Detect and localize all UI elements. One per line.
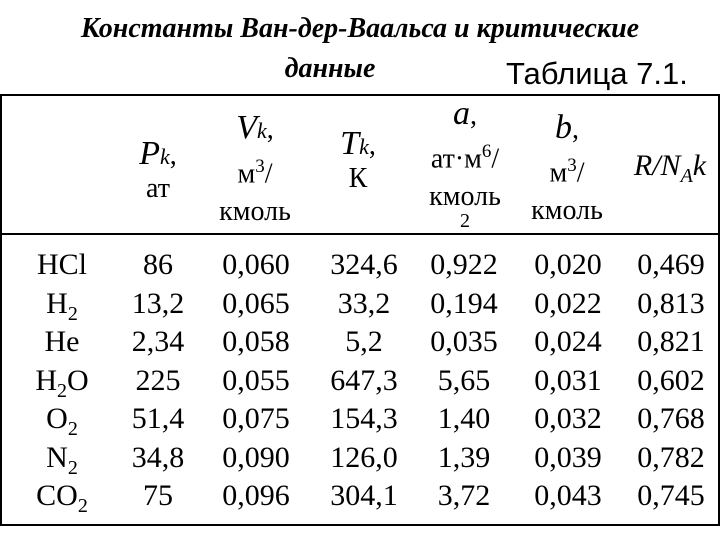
header-temperature-unit: К <box>348 163 368 194</box>
table-border-bottom <box>0 524 720 526</box>
substance-cell <box>14 400 110 439</box>
header-volume-symbol: V <box>236 109 257 146</box>
header-divider <box>0 233 720 235</box>
page-title-continued: данные <box>284 53 376 84</box>
table-border-left <box>0 94 2 526</box>
pressure-cell: 86 <box>143 248 173 281</box>
header-volume-comma: , <box>266 114 274 145</box>
b-cell: 0,022 <box>534 286 602 320</box>
a-cell: 0,922 <box>430 248 498 281</box>
header-ratio-k: k <box>692 149 707 182</box>
column-pressure <box>118 246 198 516</box>
substance-formula-subscript: 2 <box>67 302 78 325</box>
header-volume-unit-slash: / <box>264 158 273 190</box>
ratio-cell: 0,768 <box>637 402 705 435</box>
header-temperature-comma: , <box>368 130 376 161</box>
substance-cell <box>14 477 110 516</box>
substance-formula: H <box>35 363 57 397</box>
header-b-unit-top: м <box>549 157 568 189</box>
header-ratio-n: N <box>660 149 681 182</box>
volume-cell: 0,075 <box>222 402 290 435</box>
header-a-comma: , <box>470 100 477 131</box>
column-a <box>416 246 512 516</box>
table-number-label: Таблица 7.1. <box>506 56 688 91</box>
header-a-symbol: a <box>453 95 470 132</box>
header-pressure-unit: ат <box>146 173 170 204</box>
temperature-cell: 304,1 <box>330 479 398 512</box>
substance-formula-tail: O <box>67 363 89 397</box>
substance-formula: HCl <box>36 248 87 281</box>
ratio-cell: 0,469 <box>637 248 705 281</box>
header-temperature-subscript: k <box>359 134 369 159</box>
substance-formula: He <box>44 325 80 358</box>
page-title: Константы Ван-дер-Ваальса и критические <box>80 13 640 44</box>
substance-formula: CO <box>36 479 78 512</box>
substance-formula: O <box>46 402 68 435</box>
ratio-cell: 0,745 <box>637 479 705 512</box>
pressure-cell: 75 <box>143 479 173 512</box>
a-cell: 3,72 <box>437 479 491 512</box>
header-a-unit-top: ат·м <box>430 143 482 175</box>
header-volume-unit-bottom: кмоль <box>219 196 291 228</box>
a-cell: 5,65 <box>437 363 491 397</box>
header-pressure <box>118 135 198 205</box>
header-pressure-subscript: k <box>160 144 170 169</box>
pressure-cell: 13,2 <box>131 286 185 320</box>
header-pressure-comma: , <box>169 140 177 171</box>
a-cell: 1,39 <box>437 440 491 474</box>
ratio-cell: 0,782 <box>637 440 705 474</box>
volume-cell: 0,055 <box>222 363 290 397</box>
b-cell: 0,031 <box>534 363 602 397</box>
substance-cell <box>14 323 110 362</box>
header-b-symbol: b <box>555 109 572 146</box>
ratio-cell: 0,813 <box>637 286 705 320</box>
volume-cell: 0,060 <box>222 248 290 281</box>
volume-cell: 0,058 <box>222 325 290 358</box>
temperature-cell: 324,6 <box>330 248 398 281</box>
temperature-cell: 33,2 <box>337 286 391 320</box>
volume-cell: 0,090 <box>222 440 290 474</box>
b-cell: 0,024 <box>534 325 602 358</box>
header-temperature-symbol: T <box>340 125 360 162</box>
b-cell: 0,039 <box>534 440 602 474</box>
header-b-unit-bottom: кмоль <box>531 195 603 227</box>
temperature-cell: 647,3 <box>330 363 398 397</box>
b-cell: 0,020 <box>534 248 602 281</box>
header-b-unit-sup: 3 <box>567 155 577 176</box>
ratio-cell: 0,821 <box>637 325 705 358</box>
temperature-cell: 154,3 <box>330 402 398 435</box>
header-a-unit-bottom: 2 <box>460 210 470 233</box>
pressure-cell: 51,4 <box>131 402 185 435</box>
header-a-unit-slash: / <box>491 143 500 175</box>
column-volume <box>208 246 304 516</box>
substance-cell <box>14 246 110 285</box>
header-volume-unit-sup: 3 <box>255 156 265 177</box>
pressure-cell: 2,34 <box>131 325 185 358</box>
substance-cell <box>14 439 110 478</box>
header-a-unit-mid: кмоль <box>429 181 501 213</box>
column-substance <box>14 246 110 516</box>
a-cell: 0,194 <box>430 286 498 320</box>
header-a-unit-sup: 6 <box>481 141 492 162</box>
header-ratio-r: R <box>633 149 653 182</box>
header-temperature <box>318 125 398 195</box>
substance-formula-subscript: 2 <box>67 456 78 479</box>
substance-cell <box>14 362 110 401</box>
header-b-unit-slash: / <box>576 157 585 189</box>
b-cell: 0,032 <box>534 402 602 435</box>
column-b <box>520 246 616 516</box>
header-b <box>512 109 622 227</box>
substance-formula-subscript: 2 <box>77 495 88 517</box>
header-ratio-slash: / <box>652 149 661 182</box>
substance-formula: H <box>46 286 68 320</box>
table-border-top <box>0 94 720 96</box>
substance-cell <box>14 285 110 324</box>
substance-formula-subscript: 2 <box>67 418 78 440</box>
header-volume-unit-top: м <box>237 158 256 190</box>
a-cell: 0,035 <box>430 325 498 358</box>
pressure-cell: 225 <box>135 363 181 397</box>
header-volume <box>200 109 310 228</box>
temperature-cell: 126,0 <box>330 440 398 474</box>
temperature-cell: 5,2 <box>345 325 383 358</box>
header-a <box>410 95 520 233</box>
pressure-cell: 34,8 <box>131 440 185 474</box>
column-temperature <box>316 246 412 516</box>
header-ratio-n-subscript: A <box>680 165 693 187</box>
volume-cell: 0,096 <box>222 479 290 512</box>
substance-formula: N <box>46 440 68 474</box>
header-pressure-symbol: P <box>139 135 160 172</box>
header-volume-subscript: k <box>257 118 267 143</box>
a-cell: 1,40 <box>437 402 491 435</box>
ratio-cell: 0,602 <box>637 363 705 397</box>
volume-cell: 0,065 <box>222 286 290 320</box>
header-b-comma: , <box>572 114 579 145</box>
b-cell: 0,043 <box>534 479 602 512</box>
substance-formula-subscript: 2 <box>57 379 67 402</box>
header-ratio <box>622 150 718 192</box>
column-ratio <box>624 246 718 516</box>
